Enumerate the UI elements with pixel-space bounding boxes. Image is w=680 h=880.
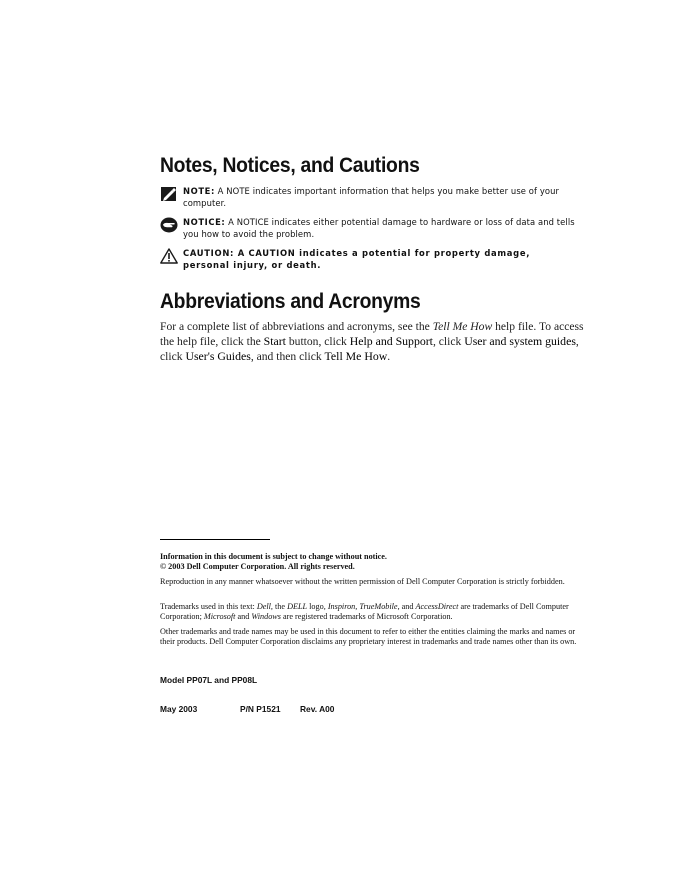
- trademarks-notice: [160, 602, 585, 622]
- caution-warning-icon: [160, 248, 178, 264]
- change-notice-line: Information in this document is subject to change without notice.: [160, 552, 387, 561]
- users-guides-ref: User's Guides: [185, 349, 251, 363]
- tm-f: are trademarks of Dell Computer Corporation;: [160, 602, 569, 622]
- note-body: A NOTE indicates important information that helps you make better use of your computer.: [183, 186, 560, 208]
- change-notice: [160, 552, 585, 572]
- tell-me-how-ref: Tell Me How: [324, 349, 388, 363]
- tm-b: , the: [270, 602, 288, 611]
- tm-accessdirect: AccessDirect: [415, 602, 459, 611]
- caution-block: [160, 247, 580, 271]
- footnote-divider: [160, 539, 270, 540]
- tm-microsoft: Microsoft: [203, 612, 236, 622]
- abbrev-text-2: help file. To access the help file, click the: [160, 320, 584, 348]
- note-block: [160, 185, 580, 209]
- abbrev-text-5: , click: [160, 335, 579, 363]
- part-number: P/N P1521: [240, 704, 281, 714]
- notice-text: [183, 216, 580, 240]
- model-number: Model PP07L and PP08L: [160, 675, 258, 685]
- copyright-line: © 2003 Dell Computer Corporation. All rights reserved.: [160, 562, 355, 572]
- notice-body: A NOTICE indicates either potential damage to hardware or loss of data and tells you how to avoid the problem.: [183, 217, 575, 239]
- note-pencil-icon: [160, 186, 178, 202]
- tm-h: are registered trademarks of Microsoft Corporation.: [280, 612, 453, 622]
- abbrev-text-1: For a complete list of abbreviations and acronyms, see the: [160, 320, 433, 333]
- abbreviations-paragraph: [160, 319, 585, 364]
- tm-dell: Dell: [256, 602, 271, 611]
- tm-g: and: [235, 612, 252, 622]
- tm-inspiron: Inspiron: [327, 602, 356, 611]
- note-label: NOTE:: [183, 186, 215, 196]
- revision: Rev. A00: [300, 704, 335, 714]
- notice-label: NOTICE:: [183, 217, 226, 227]
- tm-e: , and: [397, 602, 416, 611]
- reproduction-notice: Reproduction in any manner whatsoever without the written permission of Dell Computer Corporation is strictly forbidden.: [160, 577, 565, 586]
- notice-hand-icon: [160, 217, 178, 233]
- help-and-support-ref: Help and Support: [349, 334, 433, 348]
- abbrev-text-6: , and then click: [250, 350, 325, 363]
- tm-a: Trademarks used in this text:: [160, 602, 257, 611]
- start-button-ref: Start: [263, 334, 286, 348]
- publication-date: May 2003: [160, 704, 198, 714]
- caution-text: CAUTION: A CAUTION indicates a potential for property damage, personal injury, or death.: [183, 248, 531, 270]
- abbreviations-acronyms-heading: Abbreviations and Acronyms: [160, 290, 421, 313]
- note-text: [183, 185, 580, 209]
- abbrev-text-4: , click: [432, 335, 465, 348]
- abbrev-text-3: button, click: [285, 335, 350, 348]
- tm-windows: Windows: [251, 612, 281, 622]
- help-file-name: Tell Me How: [432, 320, 493, 333]
- other-trademarks-notice: Other trademarks and trade names may be used in this document to refer to either the entities claiming the marks and names or their products. Dell Computer Corporation disclaims any proprietary interest in trademarks and trade names other than its own.: [160, 627, 577, 647]
- notice-block: [160, 216, 580, 240]
- notes-notices-cautions-heading: Notes, Notices, and Cautions: [160, 154, 420, 177]
- tm-truemobile: TrueMobile: [359, 602, 398, 611]
- abbrev-text-7: .: [387, 350, 391, 363]
- user-system-guides-ref: User and system guides: [464, 334, 576, 348]
- tm-d: ,: [355, 602, 360, 611]
- tm-c: logo,: [307, 602, 328, 611]
- tm-dell-logo: DELL: [287, 602, 308, 611]
